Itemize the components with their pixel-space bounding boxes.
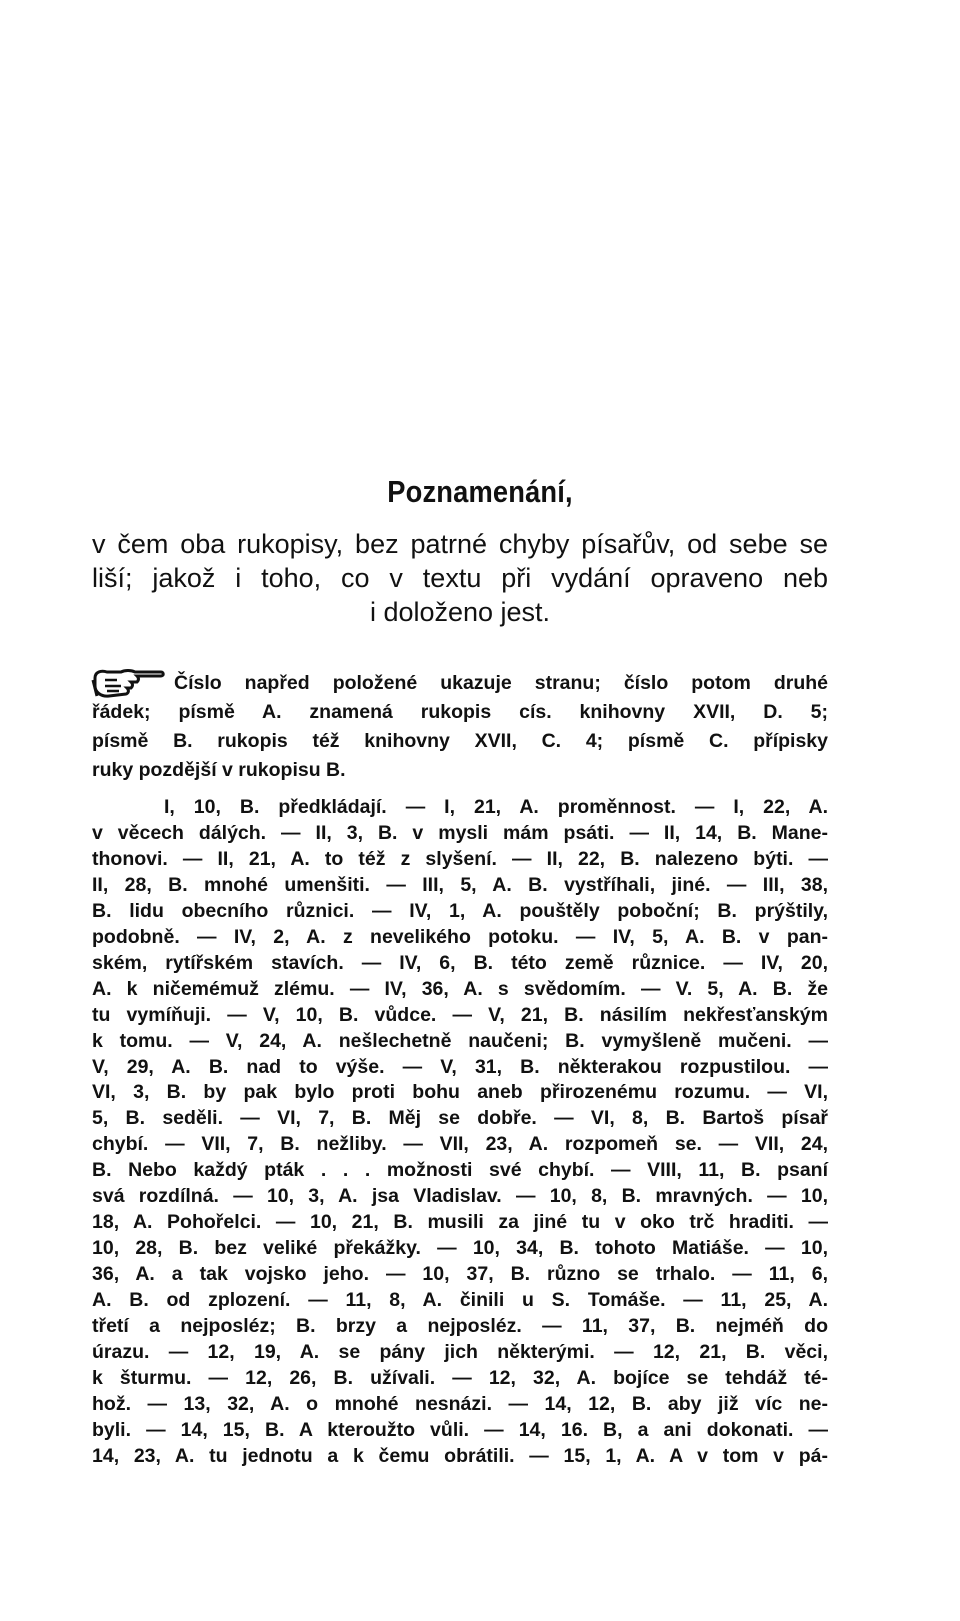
errata-line: k tomu. — V, 24, A. nešlechetně naučeni; B. vymyšleně mučeni. — xyxy=(92,1029,828,1052)
note-line: písmě B. rukopis též knihovny XVII, C. 4; písmě C. přípisky xyxy=(92,730,828,752)
errata-line: VI, 3, B. by pak bylo proti bohu aneb přirozenému rozumu. — VI, xyxy=(92,1081,828,1104)
errata-line: hož. — 13, 32, A. o mnohé nesnázi. — 14, 12, B. aby již víc ne- xyxy=(92,1392,828,1415)
errata-line: V, 29, A. B. nad to výše. — V, 31, B. některakou rozpustilou. — xyxy=(92,1055,828,1078)
errata-line: chybí. — VII, 7, B. nežliby. — VII, 23, A. rozpomeň se. — VII, 24, xyxy=(92,1133,828,1156)
page-title: Poznamenání, xyxy=(387,474,573,509)
errata-line: v věcech dálých. — II, 3, B. v mysli mám psáti. — II, 14, B. Mane- xyxy=(92,821,828,844)
errata-line: 10, 28, B. bez veliké překážky. — 10, 34, B. tohoto Matiáše. — 10, xyxy=(92,1237,828,1260)
subtitle xyxy=(92,527,828,629)
errata-line: 18, A. Pohořelci. — 10, 21, B. musili za jiné tu v oko trč hraditi. — xyxy=(92,1211,828,1234)
errata-line: 36, A. a tak vojsko jeho. — 10, 37, B. různo se trhalo. — 11, 6, xyxy=(92,1263,828,1286)
subtitle-line: v čem oba rukopisy, bez patrné chyby písařův, od sebe se xyxy=(92,529,828,559)
errata-line: podobně. — IV, 2, A. z nevelikého potoku. — IV, 5, A. B. v pan- xyxy=(92,925,828,948)
errata-list xyxy=(92,795,828,1470)
errata-line: B. Nebo každý pták . . . možnosti své chybí. — VIII, 11, B. psaní xyxy=(92,1159,828,1182)
errata-line: svá rozdílná. — 10, 3, A. jsa Vladislav. — 10, 8, B. mravných. — 10, xyxy=(92,1185,828,1208)
errata-line: 5, B. seděli. — VI, 7, B. Měj se dobře. — VI, 8, B. Bartoš písař xyxy=(92,1107,828,1130)
errata-line: A. k ničemémuž zlému. — IV, 36, A. s svědomím. — V. 5, A. B. že xyxy=(92,977,828,1000)
errata-line: úrazu. — 12, 19, A. se pány jich některými. — 12, 21, B. věci, xyxy=(92,1341,828,1364)
errata-line: tu vymíňuji. — V, 10, B. vůdce. — V, 21, B. násilím nekřesťanským xyxy=(92,1003,828,1026)
subtitle-line: liší; jakož i toho, co v textu při vydání opraveno neb xyxy=(92,563,828,593)
errata-line: třetí a nejposléz; B. brzy a nejposléz. — 11, 37, B. nejméň do xyxy=(92,1315,828,1338)
errata-line: 14, 23, A. tu jednotu a k čemu obrátili. — 15, 1, A. A v tom v pá- xyxy=(92,1444,828,1467)
errata-line: I, 10, B. předkládají. — I, 21, A. proměnnost. — I, 22, A. xyxy=(164,796,828,818)
note-line: Číslo napřed položené ukazuje stranu; číslo potom druhé xyxy=(174,672,828,694)
note-block xyxy=(92,669,828,785)
errata-line: byli. — 14, 15, B. A kteroužto vůli. — 14, 16. B, a ani dokonati. — xyxy=(92,1418,828,1441)
errata-line: II, 28, B. mnohé umenšiti. — III, 5, A. B. vystříhali, jiné. — III, 38, xyxy=(92,873,828,896)
note-line: řádek; písmě A. znamená rukopis cís. knihovny XVII, D. 5; xyxy=(92,701,828,723)
note-line: ruky pozdější v rukopisu B. xyxy=(92,759,346,781)
errata-line: ském, rytířském stavích. — IV, 6, B. této země různice. — IV, 20, xyxy=(92,951,828,974)
errata-line: thonovi. — II, 21, A. to též z slyšení. — II, 22, B. nalezeno býti. — xyxy=(92,847,828,870)
errata-line: k šturmu. — 12, 26, B. užívali. — 12, 32, A. bojíce se tehdáž té- xyxy=(92,1366,828,1389)
errata-line: B. lidu obecního různici. — IV, 1, A. pouštěly poboční; B. prýštily, xyxy=(92,899,828,922)
errata-line: A. B. od zplození. — 11, 8, A. činili u S. Tomáše. — 11, 25, A. xyxy=(92,1289,828,1312)
subtitle-line: i doloženo jest. xyxy=(369,597,551,627)
